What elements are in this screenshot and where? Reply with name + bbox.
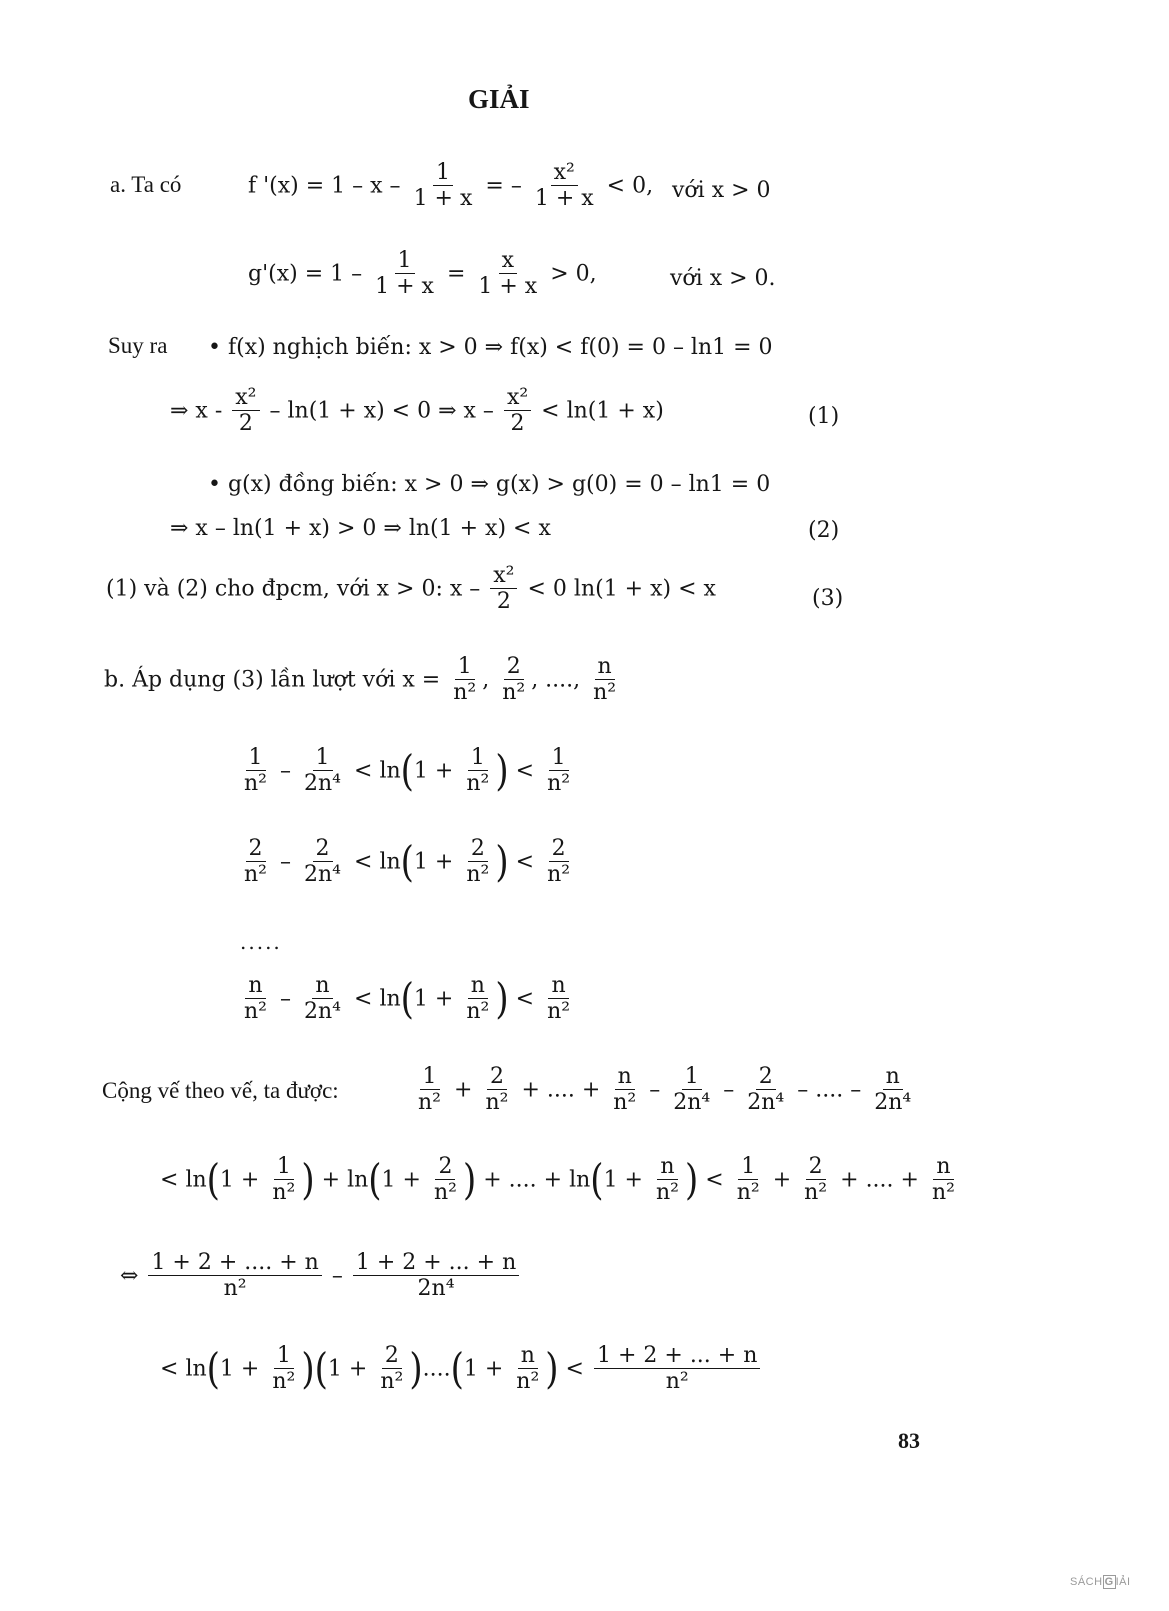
page-number: 83 [898, 1428, 920, 1453]
apply-line: b. Áp dụng (3) lần lượt với x = $\frac{1}{\text{n²}}$ , $\frac{2}{\text{n²}}$ , ...., $\frac{n}{\text{n²}}$ [104, 654, 622, 707]
g-derivative-line: g'(x) = 1 – $\frac{1}{1 + x}$ = $\frac{x}{1 + x}$ > 0, [248, 248, 597, 300]
inequality-2-line: ⇒ x – ln(1 + x) > 0 ⇒ ln(1 + x) < x [170, 516, 551, 541]
publisher-logo: SÁCH G IẢI [1070, 1576, 1131, 1588]
inequality-row-1: $\frac{1}{\text{n²}}$ – $\frac{1}{\text{2n⁴}}$ < ln(1 + $\frac{1}{\text{n²}}$ ) < $\frac{1}{\text{n²}}$ [244, 745, 571, 797]
fraction: $\frac{\text{x²}}{2}$ [490, 563, 517, 616]
ln-product-line: < ln(1 + $\frac{1}{\text{n²}}$ )(1 + $\frac{2}{\text{n²}}$ )....(1 + $\frac{n}{\text{n²}}$ ) < $\frac{1 + 2 + ... + n}{\text{n²}}$ [160, 1343, 763, 1396]
g-domain: với x > 0. [670, 266, 776, 291]
fraction: $\frac{\text{x²}}{2}$ [504, 385, 531, 438]
f-monotonic-line: • f(x) nghịch biến: x > 0 ⇒ f(x) < f(0) = 0 – ln1 = 0 [208, 335, 773, 360]
equation-tag-3: (3) [812, 586, 844, 611]
fraction: $\frac{1}{1 + x}$ [375, 248, 434, 300]
fraction: $\frac{n}{\text{n²}}$ [593, 654, 617, 706]
inequality-row-n: $\frac{n}{\text{n²}}$ – $\frac{n}{\text{2n⁴}}$ < ln(1 + $\frac{n}{\text{n²}}$ ) < $\frac{n}{\text{n²}}$ [244, 973, 571, 1025]
ellipsis: ..... [240, 930, 282, 954]
f-domain: với x > 0 [672, 178, 771, 203]
page-title: GIẢI [468, 84, 530, 114]
f-derivative-lhs: f '(x) = 1 – x – [248, 173, 401, 199]
equation-tag-2: (2) [808, 518, 840, 543]
inequality-row-2: $\frac{2}{\text{n²}}$ – $\frac{2}{\text{2n⁴}}$ < ln(1 + $\frac{2}{\text{n²}}$ ) < $\frac{2}{\text{n²}}$ [244, 836, 571, 888]
equivalence-line: ⇔ $\frac{1 + 2 + .... + n}{\text{n²}}$ – $\frac{1 + 2 + ... + n}{\text{2n⁴}}$ [120, 1250, 522, 1303]
conclusion-line: (1) và (2) cho đpcm, với x > 0: x – $\frac{\text{x²}}{2}$ < 0 ln(1 + x) < x [106, 563, 716, 615]
fraction: $\frac{x}{1 + x}$ [478, 248, 538, 300]
fraction: $\frac{\text{x²}}{2}$ [232, 385, 259, 438]
sum-label: Cộng vế theo vế, ta được: [102, 1078, 339, 1103]
fraction: $\frac{1}{\text{n²}}$ [453, 654, 477, 706]
g-monotonic-line: • g(x) đồng biến: x > 0 ⇒ g(x) > g(0) = 0 – ln1 = 0 [208, 472, 771, 497]
ln-sum-line: < ln(1 + $\frac{1}{\text{n²}}$ ) + ln(1 + $\frac{2}{\text{n²}}$ ) + .... + ln(1 + $\frac{n}{\text{n²}}$ ) < $\frac{1}{\text{n²}}$ + $\frac{2}{\text{n²}}$ + .... + $\frac{n}{\text{n²}}$ [160, 1154, 955, 1206]
sum-expression: $\frac{1}{\text{n²}}$ + $\frac{2}{\text{n²}}$ + .... + $\frac{n}{\text{n²}}$ – $\frac{1}{\text{2n⁴}}$ – $\frac{2}{\text{2n⁴}}$ – .... – $\frac{n}{\text{2n⁴}}$ [418, 1064, 912, 1116]
part-a-label: a. Ta có [110, 172, 182, 197]
fraction: $\frac{2}{\text{n²}}$ [502, 654, 526, 706]
fraction: $\frac{\text{x²}}{1 + x}$ [534, 160, 594, 212]
equation-tag-1: (1) [808, 404, 840, 429]
f-derivative-line: f '(x) = 1 – x – $\frac{1}{1 + x}$ = – $\frac{\text{x²}}{1 + x}$ < 0, [248, 160, 654, 212]
suy-ra-label: Suy ra [108, 333, 168, 358]
fraction: $\frac{1}{1 + x}$ [413, 160, 473, 212]
inequality-1-line: ⇒ x - $\frac{\text{x²}}{2}$ – ln(1 + x) < 0 ⇒ x – $\frac{\text{x²}}{2}$ < ln(1 + x) [170, 385, 664, 437]
